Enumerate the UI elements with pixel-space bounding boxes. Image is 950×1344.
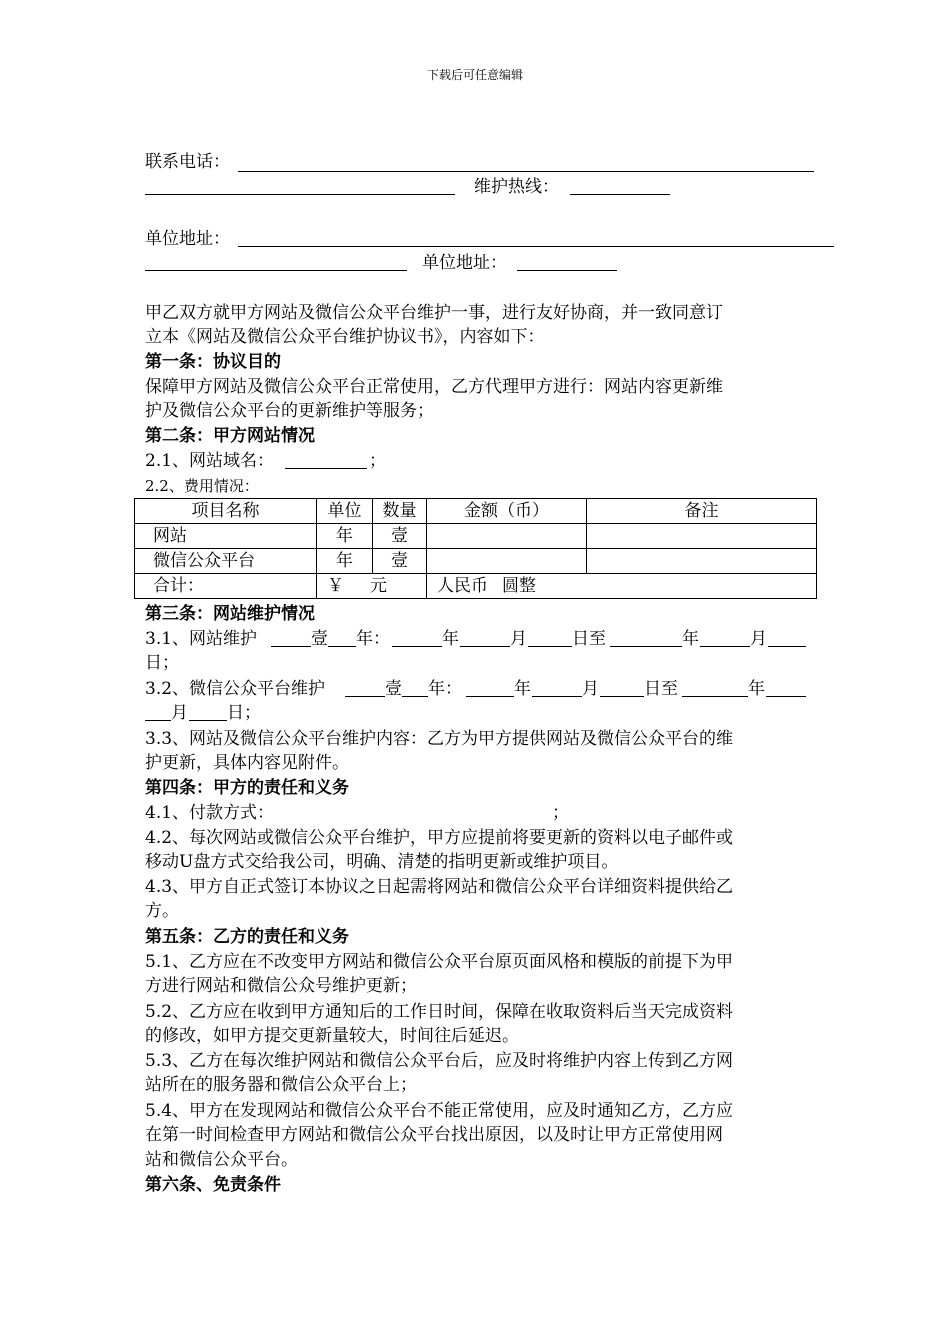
clause-3-2-m2: 月 [171,703,188,723]
table-row [135,524,817,549]
fee-label: 2.2、费用情况： [145,477,259,495]
header-item-name: 项目名称 [135,499,317,524]
clause-3-1-count: 壹 [311,629,328,649]
blank-line [610,646,682,647]
phone-label: 联系电话： [145,152,230,172]
clause-5-1-line-1: 5.1、乙方应在不改变甲方网站和微信公众平台原页面风格和模版的前提下为甲 [145,952,734,972]
intro-line-1: 甲乙双方就甲方网站及微信公众平台维护一事，进行友好协商，并一致同意订 [145,303,723,323]
clause-3-2-end: 日； [227,703,261,723]
clause-3-2-y: 年 [514,679,531,699]
clause-3-1-y2: 年 [682,629,699,649]
header-note: 下载后可任意编辑 [426,68,523,82]
blank-line [528,646,572,647]
article-5-title: 第五条：乙方的责任和义务 [145,927,349,947]
clause-5-2-line-1: 5.2、乙方应在收到甲方通知后的工作日时间，保障在收取资料后当天完成资料 [145,1002,734,1022]
cell-unit: 年 [317,524,373,549]
total-label: 合计： [135,574,317,599]
article-1-line-1: 保障甲方网站及微信公众平台正常使用，乙方代理甲方进行：网站内容更新维 [145,377,723,397]
blank-line [466,696,514,697]
domain-blank-line [285,468,367,469]
zheng-text: 圆整 [502,576,536,596]
cell-remark [587,524,817,549]
clause-3-1-prefix: 3.1、网站维护 [145,629,258,649]
clause-3-1-y: 年 [442,629,459,649]
clause-3-1-year-label: 年： [356,629,390,649]
fee-table [134,498,817,599]
clause-3-1-end: 日； [145,653,179,673]
address-label-2: 单位地址： [422,253,507,273]
blank-line [768,646,806,647]
address-blank-line-2 [145,270,407,271]
domain-end: ； [369,451,386,471]
cell-remark [587,549,817,574]
table-row [135,549,817,574]
blank-line [766,696,806,697]
cell-amount [427,524,587,549]
clause-3-2-prefix: 3.2、微信公众平台维护 [145,679,326,699]
cell-quantity: 壹 [373,549,427,574]
article-3-title: 第三条：网站维护情况 [145,604,315,624]
fee-total-row [135,574,817,599]
clause-5-4-line-2: 在第一时间检查甲方网站和微信公众平台找出原因，以及时让甲方正常使用网 [145,1125,723,1145]
phone-blank-line [238,171,814,172]
blank-line [345,696,385,697]
cell-item-name: 网站 [135,524,317,549]
clause-5-4-line-1: 5.4、甲方在发现网站和微信公众平台不能正常使用，应及时通知乙方，乙方应 [145,1101,734,1121]
blank-line [460,646,510,647]
intro-line-2: 立本《网站及微信公众平台维护协议书》，内容如下： [145,327,545,347]
blank-line [532,696,582,697]
yen-symbol: ￥ [327,576,344,596]
clause-3-1-m: 月 [510,629,527,649]
blank-line [328,646,356,647]
clause-4-2-line-1: 4.2、每次网站或微信公众平台维护，甲方应提前将要更新的资料以电子邮件或 [145,828,734,848]
cell-unit: 年 [317,549,373,574]
clause-3-2-count: 壹 [385,679,402,699]
clause-3-2-y2: 年 [748,679,765,699]
clause-5-1-line-2: 方进行网站和微信公众号维护更新； [145,976,417,996]
clause-4-2-line-2: 移动U盘方式交给我公司，明确、清楚的指明更新或维护项目。 [145,852,619,872]
clause-5-3-line-1: 5.3、乙方在每次维护网站和微信公众平台后，应及时将维护内容上传到乙方网 [145,1051,734,1071]
hotline-label: 维护热线： [474,177,559,197]
article-4-title: 第四条：甲方的责任和义务 [145,778,349,798]
address-label: 单位地址： [145,229,230,249]
blank-line [700,646,750,647]
header-unit: 单位 [317,499,373,524]
cell-amount [427,549,587,574]
clause-3-3-line-1: 3.3、网站及微信公众平台维护内容：乙方为甲方提供网站及微信公众平台的维 [145,729,734,749]
clause-4-1: 4.1、付款方式： [145,803,275,823]
clause-3-2-d-to: 日至 [644,679,678,699]
total-yen-cell [317,574,427,599]
clause-3-2-m: 月 [582,679,599,699]
header-amount: 金额（币） [427,499,587,524]
cell-item-name: 微信公众平台 [135,549,317,574]
rmb-text: 人民币 [437,576,488,596]
article-6-title: 第六条、免责条件 [145,1175,281,1195]
clause-5-3-line-2: 站所在的服务器和微信公众平台上； [145,1075,417,1095]
cell-quantity: 壹 [373,524,427,549]
phone-blank-line-2 [145,194,455,195]
yuan-text: 元 [370,576,387,596]
article-2-title: 第二条：甲方网站情况 [145,426,315,446]
clause-3-3-line-2: 护更新，具体内容见附件。 [145,753,349,773]
blank-line [402,696,428,697]
header-quantity: 数量 [373,499,427,524]
blank-line [145,720,171,721]
clause-5-4-line-3: 站和微信公众平台。 [145,1150,298,1170]
domain-label: 2.1、网站域名： [145,451,275,471]
header-remark: 备注 [587,499,817,524]
article-1-line-2: 护及微信公众平台的更新维护等服务； [145,401,434,421]
article-1-title: 第一条：协议目的 [145,352,281,372]
total-rmb-cell [427,574,817,599]
clause-4-3-line-1: 4.3、甲方自正式签订本协议之日起需将网站和微信公众平台详细资料提供给乙 [145,877,734,897]
clause-3-2-year-label: 年： [428,679,462,699]
blank-line [600,696,644,697]
clause-3-1-d-to: 日至 [572,629,606,649]
blank-line [189,720,227,721]
blank-line [271,646,311,647]
address-blank-line-3 [517,270,617,271]
clause-5-2-line-2: 的修改，如甲方提交更新量较大，时间往后延迟。 [145,1026,519,1046]
address-blank-line [238,246,834,247]
clause-3-1-m2: 月 [750,629,767,649]
blank-line [392,646,442,647]
clause-4-3-line-2: 方。 [145,901,179,921]
blank-line [682,696,748,697]
hotline-blank-line [570,194,670,195]
clause-4-1-end: ； [552,803,569,823]
fee-table-header-row [135,499,817,524]
